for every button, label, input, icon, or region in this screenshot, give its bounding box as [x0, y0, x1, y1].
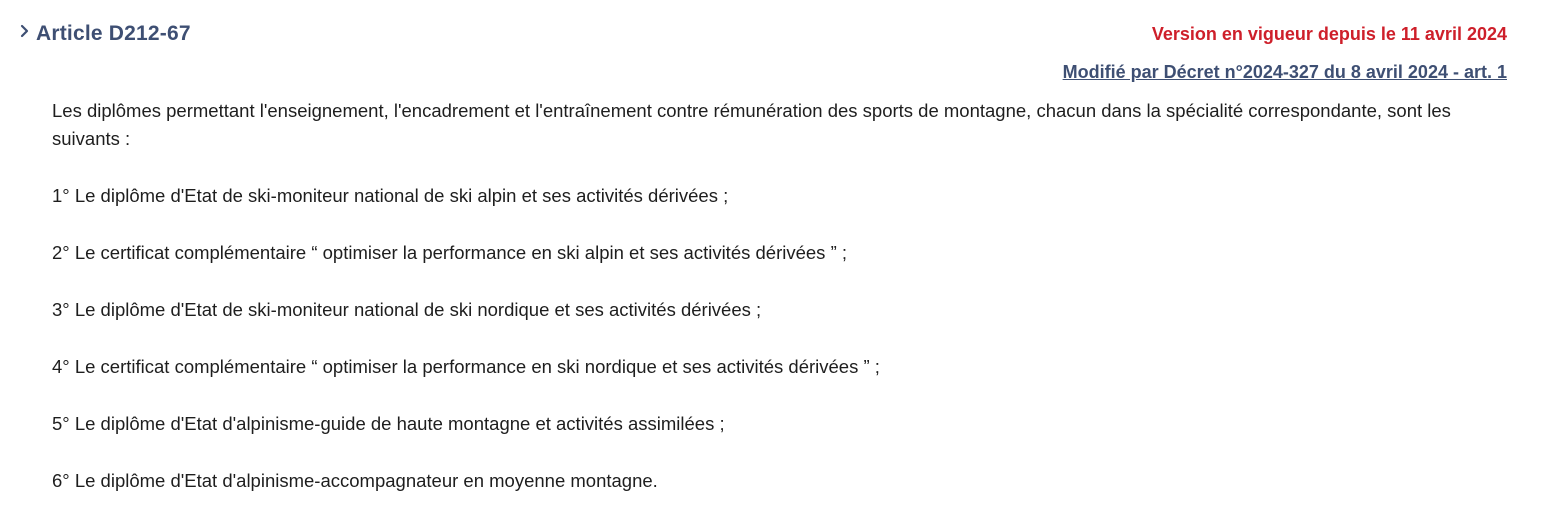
chevron-right-icon [18, 24, 32, 38]
list-item: 6° Le diplôme d'Etat d'alpinisme-accompagnateur en moyenne montagne. [52, 470, 658, 491]
modification-link[interactable]: Modifié par Décret n°2024-327 du 8 avril 2024 - art. 1 [1062, 62, 1507, 82]
article-toggle[interactable] [18, 22, 191, 46]
list-item: 5° Le diplôme d'Etat d'alpinisme-guide de haute montagne et activités assimilées ; [52, 413, 725, 434]
version-status: Version en vigueur depuis le 11 avril 2024 [1151, 24, 1507, 44]
paragraph-intro: Les diplômes permettant l'enseignement, l'encadrement et l'entraînement contre rémunération des sports de montagne, chacun dans la spécialité correspondante, sont les suivants : [52, 100, 1451, 149]
list-item: 2° Le certificat complémentaire “ optimiser la performance en ski alpin et ses activités dérivées ” ; [52, 242, 848, 263]
article-title: Article D212-67 [36, 22, 191, 45]
list-item: 3° Le diplôme d'Etat de ski-moniteur national de ski nordique et ses activités dérivées ; [52, 299, 762, 320]
article-content [52, 97, 1502, 524]
list-item: 4° Le certificat complémentaire “ optimiser la performance en ski nordique et ses activités dérivées ” ; [52, 356, 880, 377]
list-item: 1° Le diplôme d'Etat de ski-moniteur national de ski alpin et ses activités dérivées ; [52, 185, 729, 206]
